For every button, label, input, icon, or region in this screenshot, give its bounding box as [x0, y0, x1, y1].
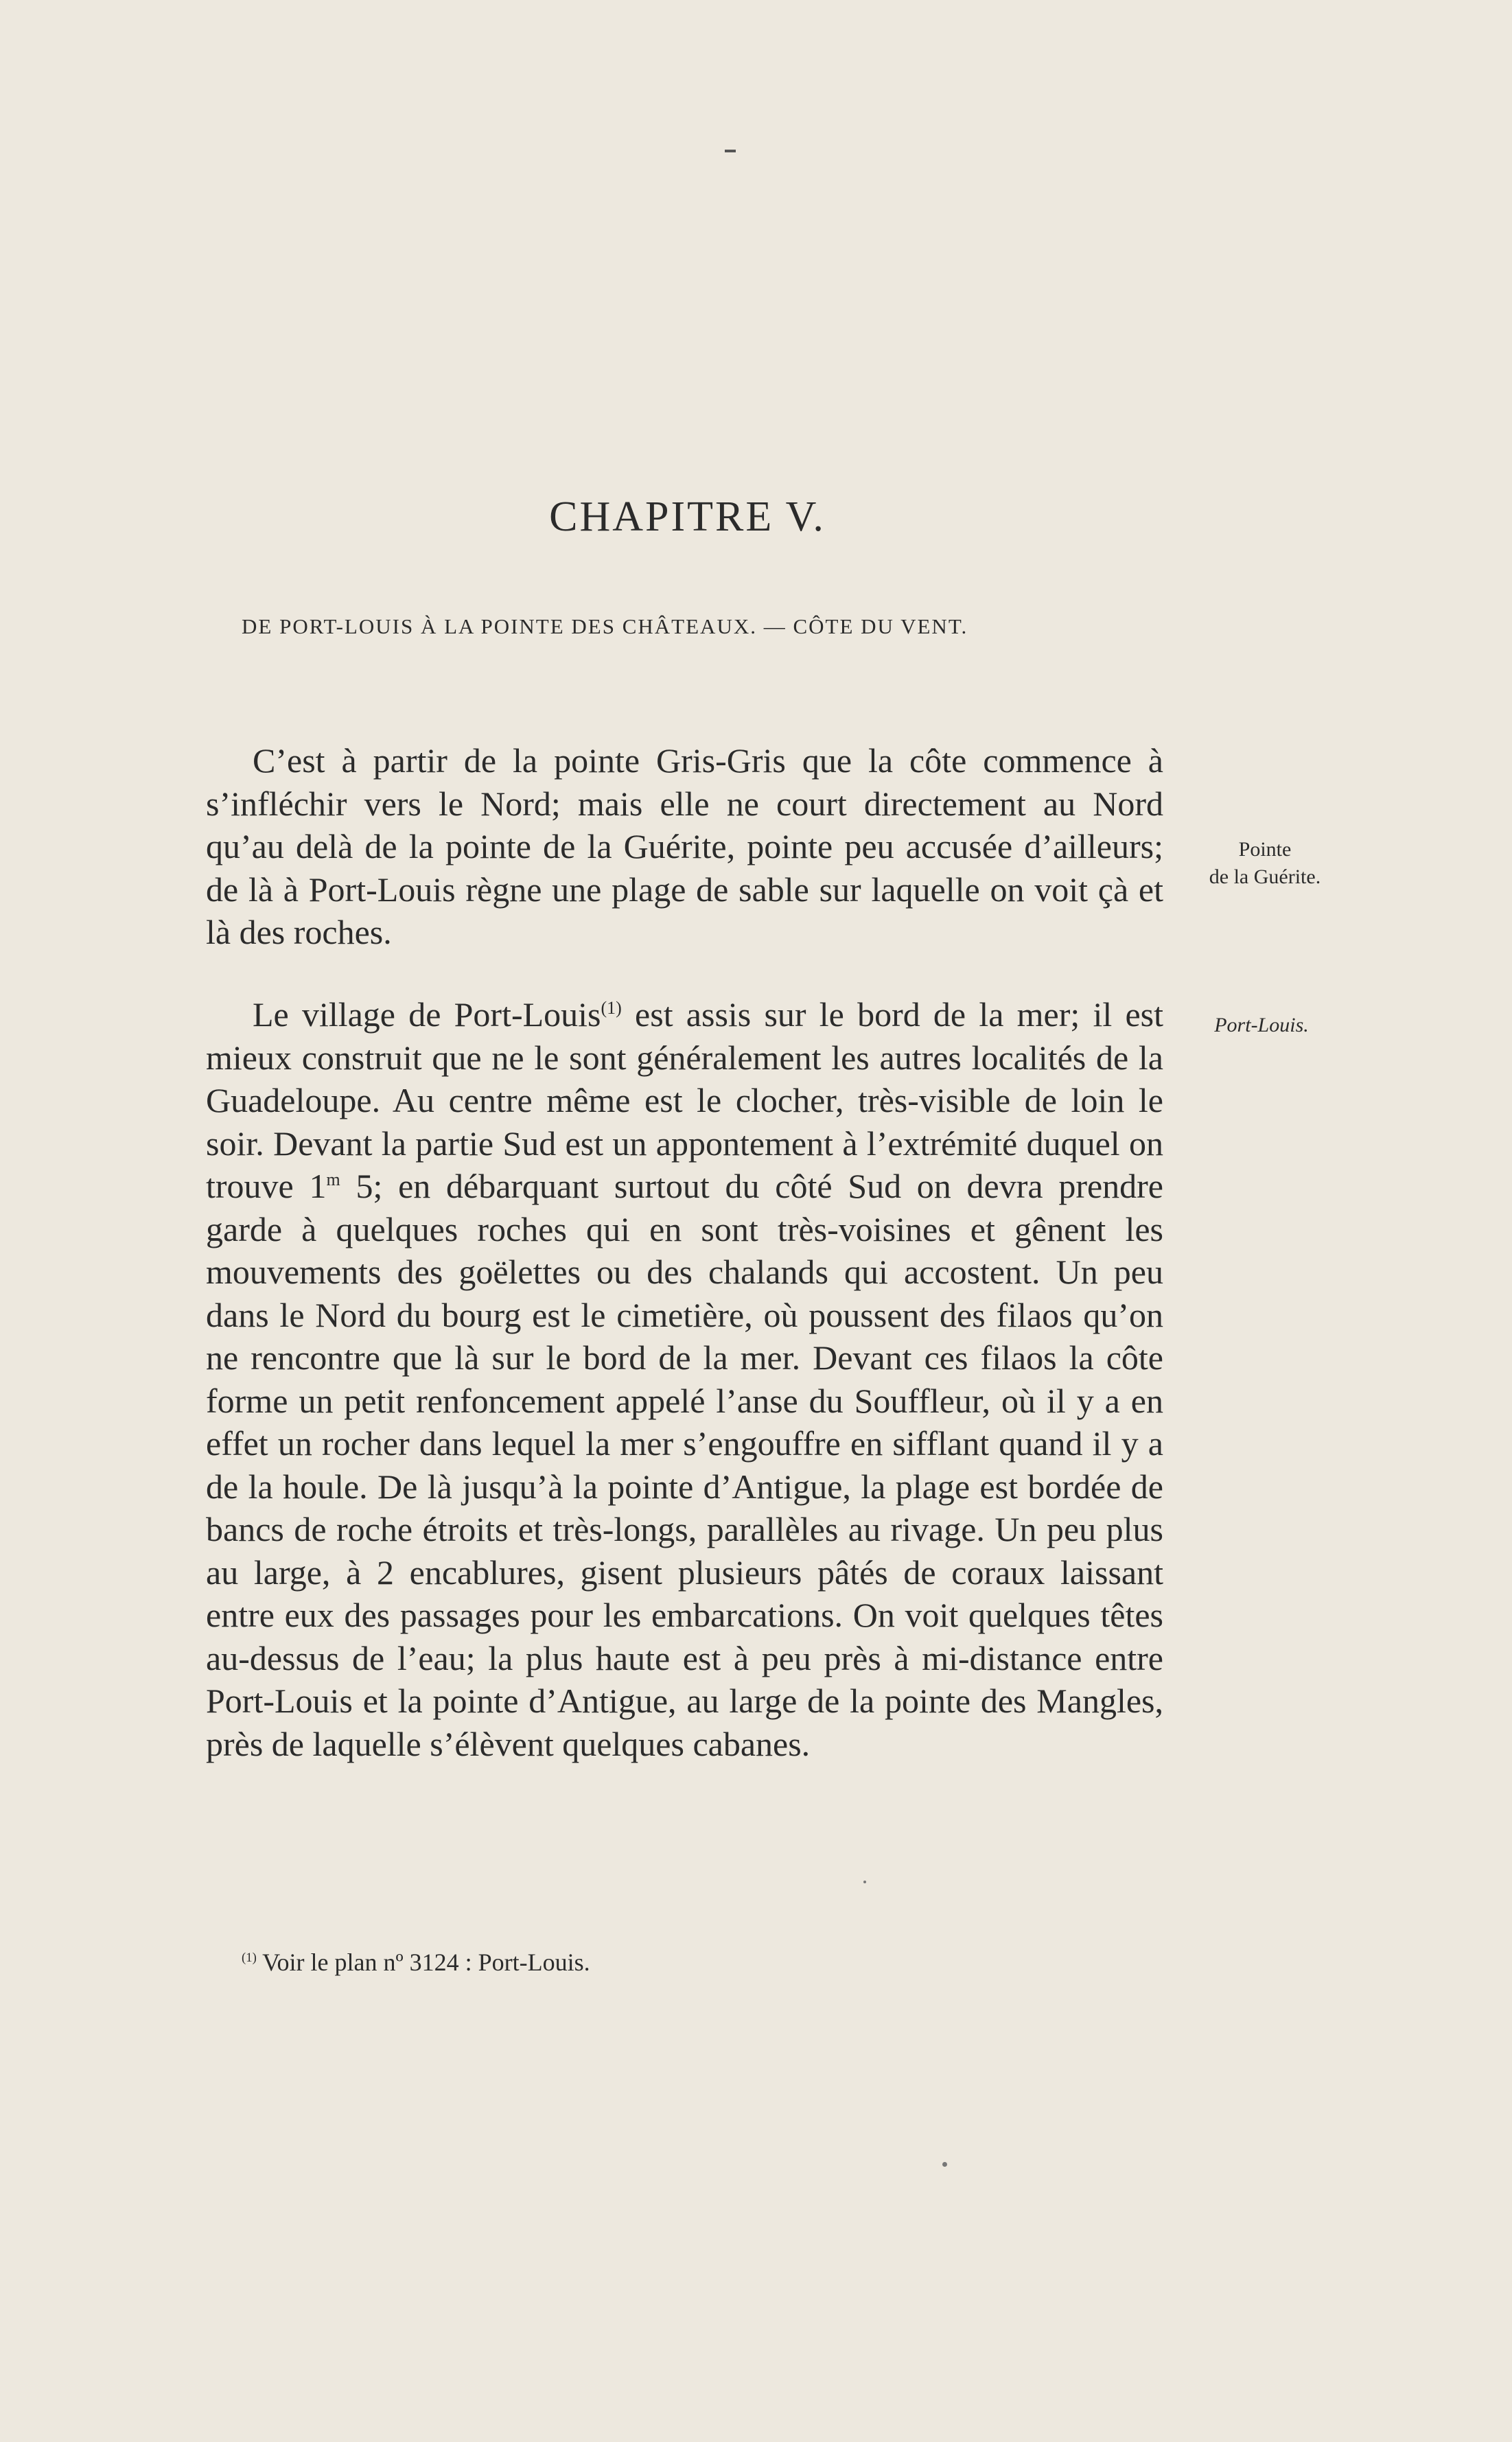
unit-superscript: m [326, 1169, 340, 1189]
footnote-reference: (1) [601, 997, 622, 1018]
paper-speck [863, 1881, 866, 1883]
chapter-subtitle: DE PORT-LOUIS À LA POINTE DES CHÂTEAUX. — CÔTE DU VENT. [242, 614, 968, 638]
paragraph-text: Le village de Port-Louis [253, 995, 601, 1034]
footnote-marker: (1) [242, 1950, 257, 1965]
paragraph-village-port-louis [206, 993, 1163, 1765]
paragraph-text: 5; en débarquant surtout du côté Sud on devra prendre garde à quelques roches qui en sont très-voisines et gênent les mouvements des goëlettes ou des chalands qui accostent. Un peu dans le Nord du bourg est le cimetière, où poussent des filaos qu’on ne rencontre que là sur le bord de la mer. Devant ces filaos la côte forme un petit renfoncement appelé l’anse du Souffleur, où il y a en effet un rocher dans lequel la mer s’engouffre en sifflant quand il y a de la houle. De là jusqu’à la pointe d’Antigue, la plage est bordée de bancs de roche étroits et très-longs, parallèles au rivage. Un peu plus au large, à 2 encablures, gisent plusieurs pâtés de coraux laissant entre eux des passages pour les embarcations. On voit quelques têtes au-dessus de l’eau; la plus haute est à peu près à mi-distance entre Port-Louis et la pointe d’Antigue, au large de la pointe des Mangles, près de laquelle s’élèvent quelques cabanes. [206, 1167, 1164, 1763]
footnote-text: Voir le plan nº 3124 : Port-Louis. [256, 1949, 590, 1976]
margin-note-port-louis: Port-Louis. [1214, 1014, 1309, 1036]
margin-note-line: Pointe [1238, 838, 1292, 861]
printer-mark [725, 150, 736, 152]
margin-note-line: de la Guérite. [1209, 865, 1321, 888]
paragraph-text: est assis sur le bord de la mer; il est mieux construit que ne le sont généralement les autres localités de la Guadeloupe. Au centre même est le clocher, très-visible de loin le soir. Devant la partie Sud est un appontement à l’extrémité duquel on trouve 1 [206, 995, 1163, 1205]
chapter-title: CHAPITRE V. [549, 493, 826, 540]
paragraph-pointe-gris-gris: C’est à partir de la pointe Gris-Gris que la côte commence à s’infléchir vers le Nord; mais elle ne court directement au Nord qu’au delà de la pointe de la Guérite, pointe peu accusée d’ailleurs; de là à Port-Louis règne une plage de sable sur laquelle on voit çà et là des roches. [206, 741, 1163, 951]
footnote [242, 1948, 859, 1977]
margin-note-pointe-de-la-guerite [1186, 836, 1344, 891]
paper-speck [942, 2162, 947, 2167]
